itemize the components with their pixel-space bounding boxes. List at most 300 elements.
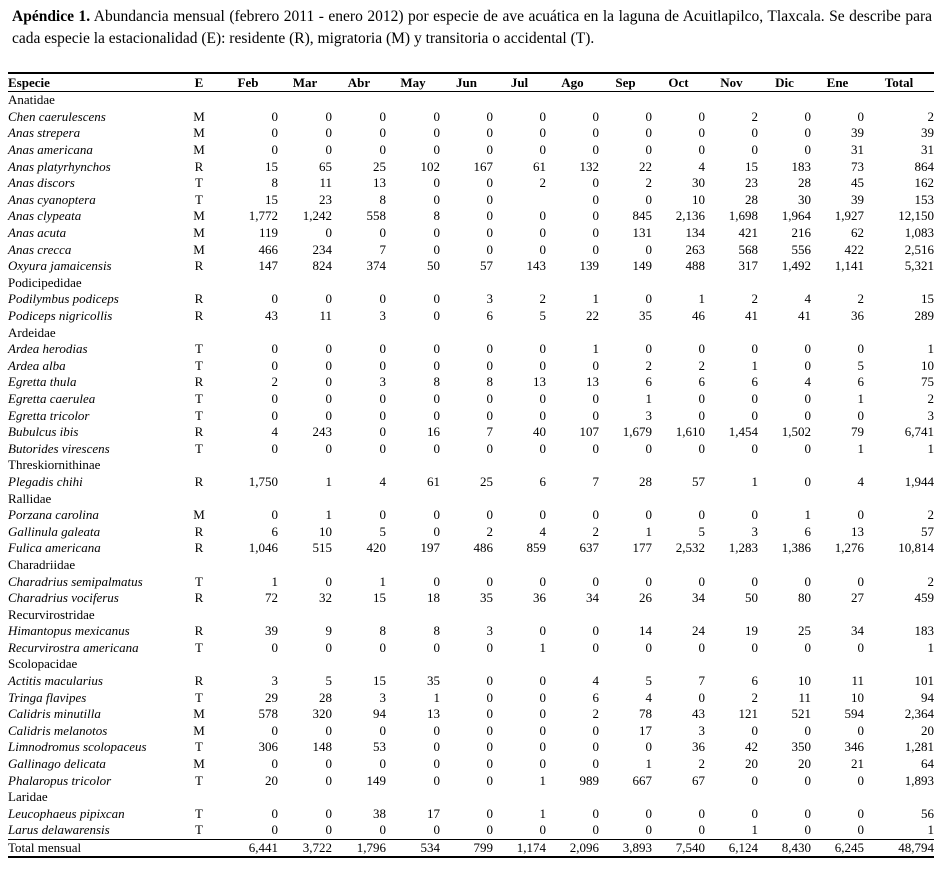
count-cell: 78 — [639, 706, 652, 722]
count-cell: 143 — [526, 258, 546, 274]
count-cell: 1,893 — [904, 772, 934, 788]
total-cell: 6,245 — [811, 839, 864, 857]
count-cell: 57 — [480, 258, 493, 274]
count-cell: 31 — [851, 142, 864, 158]
count-cell: 8 — [379, 623, 386, 639]
count-cell: 0 — [645, 739, 652, 755]
count-cell: 2 — [645, 175, 652, 191]
count-cell: 34 — [586, 590, 599, 606]
count-cell: 10 — [921, 357, 934, 373]
seasonality-cell: R — [194, 540, 204, 556]
count-cell: 0 — [645, 440, 652, 456]
species-name: Anas acuta — [8, 225, 67, 241]
column-header: May — [386, 73, 440, 92]
column-header: E — [180, 73, 218, 92]
table-row — [8, 756, 934, 773]
count-cell: 0 — [325, 291, 332, 307]
count-cell: 13 — [533, 374, 546, 390]
seasonality-cell: R — [194, 374, 204, 390]
count-cell: 0 — [433, 357, 440, 373]
count-cell: 667 — [632, 772, 652, 788]
count-cell: 34 — [692, 590, 705, 606]
count-cell: 0 — [645, 573, 652, 589]
total-cell: 6,124 — [705, 839, 758, 857]
count-cell: 0 — [751, 440, 758, 456]
count-cell: 5 — [645, 673, 652, 689]
species-name: Charadrius semipalmatus — [8, 573, 143, 589]
count-cell: 0 — [857, 822, 864, 838]
count-cell: 0 — [592, 390, 599, 406]
species-name: Actitis macularius — [8, 673, 103, 689]
count-cell: 2 — [751, 689, 758, 705]
count-cell: 0 — [804, 639, 811, 655]
species-name: Porzana carolina — [8, 507, 99, 523]
table-row — [8, 358, 934, 375]
family-row — [8, 656, 934, 673]
count-cell: 0 — [486, 142, 493, 158]
count-cell: 4 — [698, 158, 705, 174]
count-cell: 1,944 — [904, 473, 934, 489]
count-cell: 0 — [325, 390, 332, 406]
count-cell: 0 — [271, 756, 278, 772]
species-name: Recurvirostra americana — [8, 639, 139, 655]
count-cell: 34 — [851, 623, 864, 639]
count-cell: 1,281 — [904, 739, 934, 755]
count-cell: 15 — [265, 158, 278, 174]
count-cell: 0 — [325, 108, 332, 124]
count-cell: 486 — [473, 540, 493, 556]
count-cell: 3 — [751, 523, 758, 539]
count-cell: 0 — [433, 523, 440, 539]
count-cell: 594 — [844, 706, 864, 722]
count-cell: 0 — [486, 639, 493, 655]
count-cell: 35 — [639, 308, 652, 324]
count-cell: 0 — [751, 722, 758, 738]
count-cell: 148 — [312, 739, 332, 755]
species-name: Anas crecca — [8, 241, 72, 257]
total-cell: 8,430 — [758, 839, 811, 857]
count-cell: 101 — [914, 673, 934, 689]
count-cell: 0 — [486, 390, 493, 406]
count-cell: 0 — [486, 822, 493, 838]
species-name: Calidris minutilla — [8, 706, 101, 722]
count-cell: 216 — [791, 225, 811, 241]
count-cell: 0 — [271, 341, 278, 357]
seasonality-cell: R — [194, 424, 204, 440]
column-header: Ago — [546, 73, 599, 92]
count-cell: 1,492 — [781, 258, 811, 274]
count-cell: 0 — [433, 772, 440, 788]
seasonality-cell: T — [195, 573, 203, 589]
count-cell: 1,964 — [781, 208, 811, 224]
count-cell: 5 — [325, 673, 332, 689]
count-cell: 1 — [539, 805, 546, 821]
family-row — [8, 789, 934, 806]
count-cell: 0 — [433, 241, 440, 257]
count-cell: 0 — [804, 440, 811, 456]
count-cell: 30 — [798, 191, 811, 207]
count-cell: 28 — [745, 191, 758, 207]
count-cell: 4 — [271, 424, 278, 440]
species-name: Podiceps nigricollis — [8, 308, 113, 324]
count-cell: 1,141 — [834, 258, 864, 274]
seasonality-cell: T — [195, 357, 203, 373]
count-cell: 0 — [539, 673, 546, 689]
count-cell: 0 — [486, 357, 493, 373]
family-row — [8, 92, 934, 109]
count-cell: 1 — [927, 822, 934, 838]
count-cell: 6 — [857, 374, 864, 390]
table-row — [8, 822, 934, 839]
count-cell: 0 — [379, 507, 386, 523]
count-cell: 0 — [804, 390, 811, 406]
count-cell: 0 — [645, 241, 652, 257]
count-cell: 0 — [698, 440, 705, 456]
total-cell: 1,174 — [493, 839, 546, 857]
count-cell: 243 — [312, 424, 332, 440]
count-cell: 72 — [265, 590, 278, 606]
total-cell: 48,794 — [864, 839, 934, 857]
count-cell: 1,454 — [728, 424, 758, 440]
count-cell: 0 — [486, 722, 493, 738]
count-cell: 0 — [592, 623, 599, 639]
count-cell: 0 — [486, 706, 493, 722]
family-name: Podicipedidae — [8, 274, 82, 290]
species-name: Anas strepera — [8, 125, 81, 141]
family-name: Threskiornithinae — [8, 457, 101, 473]
count-cell: 46 — [692, 308, 705, 324]
family-name: Anatidae — [8, 92, 55, 108]
count-cell: 6 — [486, 308, 493, 324]
count-cell: 0 — [433, 390, 440, 406]
count-cell: 6 — [539, 473, 546, 489]
count-cell: 0 — [698, 390, 705, 406]
count-cell: 30 — [692, 175, 705, 191]
column-header: Mar — [278, 73, 332, 92]
count-cell: 10 — [851, 689, 864, 705]
count-cell: 0 — [271, 357, 278, 373]
seasonality-cell: T — [195, 805, 203, 821]
count-cell: 53 — [373, 739, 386, 755]
seasonality-cell: T — [195, 822, 203, 838]
count-cell: 94 — [921, 689, 934, 705]
count-cell: 0 — [751, 639, 758, 655]
count-cell: 14 — [639, 623, 652, 639]
count-cell: 0 — [539, 208, 546, 224]
count-cell: 1 — [751, 822, 758, 838]
count-cell: 6 — [751, 374, 758, 390]
count-cell: 0 — [271, 507, 278, 523]
count-cell: 61 — [427, 473, 440, 489]
count-cell: 0 — [379, 125, 386, 141]
count-cell: 0 — [379, 424, 386, 440]
count-cell: 39 — [851, 125, 864, 141]
count-cell: 25 — [798, 623, 811, 639]
count-cell: 864 — [914, 158, 934, 174]
count-cell: 0 — [379, 440, 386, 456]
count-cell: 19 — [745, 623, 758, 639]
count-cell: 1 — [539, 772, 546, 788]
count-cell: 289 — [914, 308, 934, 324]
count-cell: 2 — [486, 523, 493, 539]
count-cell: 0 — [379, 291, 386, 307]
count-cell: 18 — [427, 590, 440, 606]
count-cell: 0 — [325, 341, 332, 357]
count-cell: 0 — [698, 639, 705, 655]
count-cell: 1,927 — [834, 208, 864, 224]
count-cell: 3 — [698, 722, 705, 738]
count-cell: 1,046 — [248, 540, 278, 556]
table-row — [8, 208, 934, 225]
count-cell: 0 — [539, 341, 546, 357]
count-cell: 8 — [486, 374, 493, 390]
count-cell: 2 — [927, 507, 934, 523]
count-cell: 0 — [271, 125, 278, 141]
count-cell: 0 — [379, 756, 386, 772]
table-row — [8, 241, 934, 258]
table-row — [8, 723, 934, 740]
count-cell: 36 — [692, 739, 705, 755]
count-cell: 0 — [325, 573, 332, 589]
count-cell: 0 — [379, 822, 386, 838]
species-name: Leucophaeus pipixcan — [8, 805, 125, 821]
count-cell: 0 — [698, 108, 705, 124]
count-cell: 0 — [751, 125, 758, 141]
count-cell: 27 — [851, 590, 864, 606]
count-cell: 4 — [857, 473, 864, 489]
count-cell: 0 — [325, 142, 332, 158]
table-header-row — [8, 73, 934, 92]
count-cell: 13 — [851, 523, 864, 539]
seasonality-cell: T — [195, 639, 203, 655]
count-cell: 0 — [857, 805, 864, 821]
species-name: Egretta tricolor — [8, 407, 90, 423]
count-cell: 0 — [325, 822, 332, 838]
count-cell: 0 — [857, 639, 864, 655]
count-cell: 0 — [486, 689, 493, 705]
count-cell: 1 — [927, 639, 934, 655]
count-cell: 0 — [271, 805, 278, 821]
count-cell: 0 — [325, 805, 332, 821]
count-cell: 0 — [592, 357, 599, 373]
count-cell: 6 — [271, 523, 278, 539]
count-cell: 2 — [271, 374, 278, 390]
count-cell: 0 — [804, 125, 811, 141]
count-cell: 6,741 — [904, 424, 934, 440]
count-cell: 0 — [433, 639, 440, 655]
count-cell: 22 — [586, 308, 599, 324]
table-row — [8, 308, 934, 325]
count-cell: 162 — [914, 175, 934, 191]
count-cell: 1 — [804, 507, 811, 523]
seasonality-cell: R — [194, 158, 204, 174]
count-cell: 0 — [592, 805, 599, 821]
seasonality-cell: M — [193, 507, 205, 523]
count-cell: 1 — [645, 523, 652, 539]
species-name: Chen caerulescens — [8, 108, 106, 124]
count-cell: 28 — [319, 689, 332, 705]
count-cell: 10,814 — [898, 540, 934, 556]
count-cell: 1 — [698, 291, 705, 307]
count-cell: 0 — [271, 291, 278, 307]
count-cell: 1 — [857, 390, 864, 406]
species-name: Ardea alba — [8, 357, 66, 373]
count-cell: 1 — [379, 573, 386, 589]
family-name: Charadriidae — [8, 556, 76, 572]
count-cell: 2 — [927, 108, 934, 124]
seasonality-cell: M — [193, 225, 205, 241]
species-name: Phalaropus tricolor — [8, 772, 112, 788]
species-name: Gallinula galeata — [8, 523, 101, 539]
table-row — [8, 291, 934, 308]
seasonality-cell: M — [193, 125, 205, 141]
family-name: Ardeidae — [8, 324, 56, 340]
count-cell: 0 — [486, 407, 493, 423]
count-cell: 0 — [539, 125, 546, 141]
count-cell: 0 — [271, 142, 278, 158]
count-cell: 989 — [579, 772, 599, 788]
count-cell: 2,516 — [904, 241, 934, 257]
count-cell: 488 — [685, 258, 705, 274]
count-cell: 7 — [379, 241, 386, 257]
count-cell: 0 — [698, 689, 705, 705]
seasonality-cell: R — [194, 291, 204, 307]
count-cell: 43 — [265, 308, 278, 324]
count-cell: 0 — [271, 390, 278, 406]
table-row — [8, 407, 934, 424]
count-cell: 15 — [265, 191, 278, 207]
count-cell: 0 — [379, 639, 386, 655]
count-cell: 1 — [271, 573, 278, 589]
seasonality-cell: R — [194, 623, 204, 639]
count-cell: 15 — [745, 158, 758, 174]
count-cell: 1,242 — [302, 208, 332, 224]
count-cell: 0 — [857, 108, 864, 124]
count-cell: 0 — [379, 341, 386, 357]
count-cell: 3 — [379, 308, 386, 324]
count-cell: 16 — [427, 424, 440, 440]
count-cell: 824 — [312, 258, 332, 274]
count-cell: 38 — [373, 805, 386, 821]
count-cell: 2,136 — [675, 208, 705, 224]
count-cell: 0 — [804, 108, 811, 124]
count-cell: 0 — [645, 341, 652, 357]
count-cell: 2 — [857, 291, 864, 307]
count-cell: 0 — [433, 440, 440, 456]
seasonality-cell: M — [193, 241, 205, 257]
count-cell: 0 — [325, 357, 332, 373]
count-cell: 2 — [927, 573, 934, 589]
table-row — [8, 192, 934, 209]
family-row — [8, 457, 934, 474]
table-row — [8, 125, 934, 142]
count-cell: 28 — [798, 175, 811, 191]
family-row — [8, 490, 934, 507]
count-cell: 7 — [698, 673, 705, 689]
count-cell: 0 — [433, 291, 440, 307]
count-cell: 0 — [486, 739, 493, 755]
count-cell: 5,321 — [904, 258, 934, 274]
family-row — [8, 275, 934, 292]
species-name: Egretta thula — [8, 374, 77, 390]
count-cell: 0 — [271, 822, 278, 838]
seasonality-cell: R — [194, 590, 204, 606]
count-cell: 0 — [271, 440, 278, 456]
count-cell: 0 — [645, 805, 652, 821]
column-header: Oct — [652, 73, 705, 92]
column-header: Sep — [599, 73, 652, 92]
family-name: Recurvirostridae — [8, 606, 95, 622]
family-name: Rallidae — [8, 490, 52, 506]
count-cell: 346 — [844, 739, 864, 755]
seasonality-cell: T — [195, 175, 203, 191]
count-cell: 0 — [592, 573, 599, 589]
total-cell: 6,441 — [218, 839, 278, 857]
count-cell: 10 — [798, 673, 811, 689]
species-name: Calidris melanotos — [8, 722, 108, 738]
seasonality-cell: R — [194, 673, 204, 689]
count-cell: 0 — [379, 142, 386, 158]
count-cell: 5 — [698, 523, 705, 539]
count-cell: 0 — [592, 822, 599, 838]
count-cell: 0 — [486, 507, 493, 523]
count-cell: 67 — [692, 772, 705, 788]
count-cell: 1 — [539, 639, 546, 655]
count-cell: 1 — [325, 507, 332, 523]
count-cell: 0 — [325, 125, 332, 141]
total-label: Total mensual — [8, 839, 180, 857]
count-cell: 6 — [645, 374, 652, 390]
species-name: Tringa flavipes — [8, 689, 87, 705]
count-cell: 4 — [592, 673, 599, 689]
count-cell: 0 — [379, 722, 386, 738]
count-cell: 0 — [271, 407, 278, 423]
count-cell: 0 — [592, 639, 599, 655]
count-cell: 153 — [914, 191, 934, 207]
count-cell: 13 — [586, 374, 599, 390]
total-cell: 3,722 — [278, 839, 332, 857]
count-cell: 15 — [373, 590, 386, 606]
column-header: Ene — [811, 73, 864, 92]
count-cell: 20 — [265, 772, 278, 788]
table-row — [8, 507, 934, 524]
count-cell: 65 — [319, 158, 332, 174]
count-cell: 64 — [921, 756, 934, 772]
count-cell: 1 — [645, 756, 652, 772]
count-cell: 0 — [486, 175, 493, 191]
count-cell: 0 — [857, 507, 864, 523]
count-cell: 17 — [639, 722, 652, 738]
count-cell: 0 — [433, 175, 440, 191]
count-cell: 6 — [804, 523, 811, 539]
family-name: Scolopacidae — [8, 656, 78, 672]
count-cell: 6 — [592, 689, 599, 705]
count-cell: 8 — [271, 175, 278, 191]
count-cell: 23 — [745, 175, 758, 191]
species-name: Anas discors — [8, 175, 75, 191]
seasonality-cell: T — [195, 689, 203, 705]
count-cell: 0 — [804, 142, 811, 158]
count-cell: 0 — [698, 407, 705, 423]
count-cell: 350 — [791, 739, 811, 755]
count-cell: 43 — [692, 706, 705, 722]
count-cell: 0 — [325, 374, 332, 390]
total-cell: 2,096 — [546, 839, 599, 857]
table-row — [8, 623, 934, 640]
seasonality-cell: R — [194, 308, 204, 324]
count-cell: 10 — [692, 191, 705, 207]
species-name: Butorides virescens — [8, 440, 110, 456]
